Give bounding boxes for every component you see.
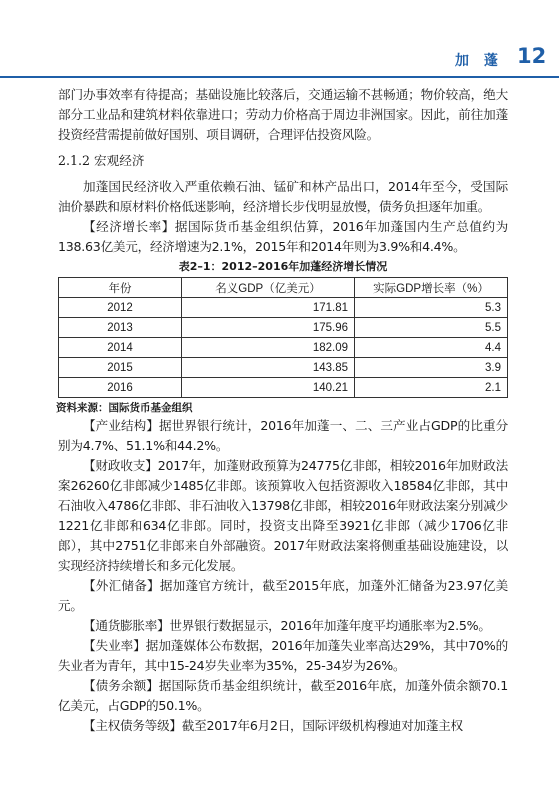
table-row bbox=[59, 338, 508, 358]
header-nominal-gdp: 名义GDP（亿美元） bbox=[182, 278, 355, 298]
cell-year: 2013 bbox=[59, 318, 182, 338]
macro-paragraph: 加蓬国民经济收入严重依赖石油、锰矿和林产品出口，2014年至今，受国际油价暴跌和原材料价格低迷影响，经济增长步伐明显放慢，债务负担逐年加重。 bbox=[58, 179, 508, 214]
cell-nominal-gdp: 182.09 bbox=[182, 338, 355, 358]
page-number: 12 bbox=[517, 44, 547, 68]
cell-growth: 5.5 bbox=[355, 318, 508, 338]
table-row bbox=[59, 358, 508, 378]
header-country-title: 加 蓬 bbox=[455, 53, 503, 69]
page-body bbox=[58, 85, 508, 736]
cell-year: 2014 bbox=[59, 338, 182, 358]
cell-nominal-gdp: 175.96 bbox=[182, 318, 355, 338]
section-heading: 2.1.2 宏观经济 bbox=[58, 153, 145, 168]
intro-paragraph: 部门办事效率有待提高；基础设施比较落后，交通运输不甚畅通；物价较高，绝大部分工业品和建筑材料依靠进口；劳动力价格高于周边非洲国家。因此，前往加蓬投资经营需提前做好国别、项目调研，合理评估投资风险。 bbox=[58, 87, 508, 142]
cell-year: 2012 bbox=[59, 298, 182, 318]
debt-paragraph: 【债务余额】据国际货币基金组织统计，截至2016年底，加蓬外债余额70.1亿美元，占GDP的50.1%。 bbox=[58, 678, 508, 713]
cell-growth: 2.1 bbox=[355, 378, 508, 398]
cell-growth: 4.4 bbox=[355, 338, 508, 358]
header-rule bbox=[0, 76, 559, 78]
cell-year: 2015 bbox=[59, 358, 182, 378]
cell-growth: 5.3 bbox=[355, 298, 508, 318]
table-row bbox=[59, 378, 508, 398]
inflation-paragraph: 【通货膨胀率】世界银行数据显示，2016年加蓬年度平均通胀率为2.5%。 bbox=[83, 618, 491, 633]
table-row bbox=[59, 298, 508, 318]
cell-nominal-gdp: 140.21 bbox=[182, 378, 355, 398]
table-row bbox=[59, 318, 508, 338]
sovereign-rating-paragraph: 【主权债务等级】截至2017年6月2日，国际评级机构穆迪对加蓬主权 bbox=[83, 718, 463, 733]
gdp-table bbox=[58, 277, 508, 398]
cell-growth: 3.9 bbox=[355, 358, 508, 378]
cell-nominal-gdp: 171.81 bbox=[182, 298, 355, 318]
forex-reserves-paragraph: 【外汇储备】据加蓬官方统计，截至2015年底，加蓬外汇储备为23.97亿美元。 bbox=[58, 578, 508, 613]
unemployment-paragraph: 【失业率】据加蓬媒体公布数据，2016年加蓬失业率高达29%，其中70%的失业者为青年，其中15-24岁失业率为35%，25-34岁为26%。 bbox=[58, 638, 508, 673]
header-real-gdp-growth: 实际GDP增长率（%） bbox=[355, 278, 508, 298]
table-caption: 表2–1：2012–2016年加蓬经济增长情况 bbox=[178, 260, 388, 273]
cell-nominal-gdp: 143.85 bbox=[182, 358, 355, 378]
table-source: 资料来源：国际货币基金组织 bbox=[56, 402, 193, 414]
page-header bbox=[0, 40, 559, 80]
header-year: 年份 bbox=[59, 278, 182, 298]
industry-structure-paragraph: 【产业结构】据世界银行统计，2016年加蓬一、二、三产业占GDP的比重分别为4.7%、51.1%和44.2%。 bbox=[58, 418, 508, 453]
cell-year: 2016 bbox=[59, 378, 182, 398]
fiscal-paragraph: 【财政收支】2017年，加蓬财政预算为24775亿非郎，相较2016年加财政法案26260亿非郎减少1485亿非郎。该预算收入包括资源收入18584亿非郎，其中石油收入4786亿非郎、非石油收入13798亿非郎，相较2016年财政法案分别减少1221亿非郎和634亿非郎。同时，投资支出降至3921亿非郎（减少1706亿非郎），其中2751亿非郎来自外部融资。2017年财政法案将侧重基础设施建设，以实现经济持续增长和多元化发展。 bbox=[58, 458, 508, 573]
table-header-row bbox=[59, 278, 508, 298]
growth-paragraph: 【经济增长率】据国际货币基金组织估算，2016年加蓬国内生产总值约为138.63亿美元，经济增速为2.1%，2015年和2014年则为3.9%和4.4%。 bbox=[58, 219, 508, 254]
